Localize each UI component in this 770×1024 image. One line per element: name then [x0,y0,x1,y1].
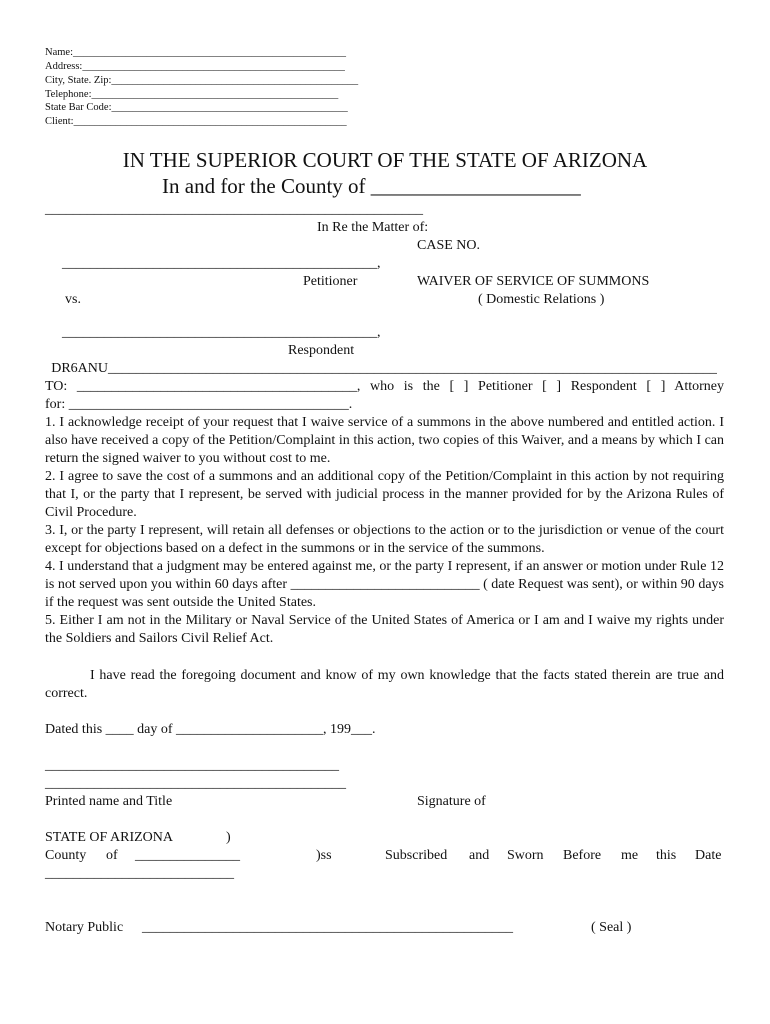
state-paren: ) [226,830,231,845]
notary-public-label: Notary Public [45,920,124,935]
header-client: Client:____________________________________________________ [45,116,347,127]
paragraph-1: 1. I acknowledge receipt of your request that I waive service of a summons in the above numbered and entitled action. I also have received a copy of the Petition/Complaint in this action, two copies of this Waiver, and a means by which I can return the signed waiver to you without cost to me. [45,415,724,466]
seal-label: ( Seal ) [591,920,632,935]
to-line: TO: ________________________________________, who is the [ ] Petitioner [ ] Respondent [ ] Attorney [45,379,724,394]
subscribed-word: Subscribed [385,848,448,863]
header-city: City, State. Zip:_______________________________________________ [45,75,359,86]
paragraph-2: 2. I agree to save the cost of a summons and an additional copy of the Petition/Complaint in this action by not requiring that I, or the party that I represent, be served with judicial process in the manner provided for by the Arizona Rules of Civil Procedure. [45,469,724,520]
county-blank: _______________ [135,848,240,863]
date-word: Date [695,848,722,863]
ss-label: )ss [316,848,332,863]
header-bar-code: State Bar Code:_____________________________________________ [45,102,348,113]
petitioner-line: _____________________________________________, [62,256,381,271]
county-label: County [45,848,87,863]
signature-line-2: ___________________________________________ [45,776,346,791]
and-word: and [469,848,490,863]
versus-label: vs. [65,292,81,307]
form-code-line: _______________________________________________________________________________________DR6ANU [51,361,717,376]
case-no-label: CASE NO. [417,238,481,253]
paragraph-5: 5. Either I am not in the Military or Naval Service of the United States of America or I am and I waive my rights under the Soldiers and Sailors Civil Relief Act. [45,613,724,646]
court-title: IN THE SUPERIOR COURT OF THE STATE OF ARIZONA [122,148,648,172]
county-title: In and for the County of ____________________ [162,174,581,198]
this-word: this [656,848,677,863]
dated-line: Dated this ____ day of _____________________, 199___. [45,722,376,737]
petitioner-label: Petitioner [303,274,358,289]
signature-of-label: Signature of [417,794,486,809]
document-subtitle: ( Domestic Relations ) [478,292,605,307]
in-re-label: In Re the Matter of: [317,220,429,235]
paragraph-3: 3. I, or the party I represent, will retain all defenses or objections to the action or to the jurisdiction or venue of the court except for objections based on a defect in the summons or in the service of the summons. [45,523,724,556]
notary-signature-line: _____________________________________________________ [142,920,513,935]
state-of-arizona: STATE OF ARIZONA [45,830,173,845]
respondent-label: Respondent [288,343,355,358]
sworn-word: Sworn [507,848,544,863]
county-of: of [106,848,118,863]
document-title: WAIVER OF SERVICE OF SUMMONS [417,274,650,289]
for-line: for: ________________________________________. [45,397,353,412]
before-word: Before [563,848,602,863]
printed-name-label: Printed name and Title [45,794,173,809]
respondent-line: _____________________________________________, [62,325,381,340]
header-address: Address:__________________________________________________ [45,61,345,72]
me-word: me [621,848,639,863]
caption-rule: ______________________________________________________ [45,202,423,217]
paragraph-4: 4. I understand that a judgment may be entered against me, or the party I represent, if an answer or motion under Rule 12 is not served upon you within 60 days after ___________________________ ( date Request was sent), or within 90 days if the request was sent outside the United States. [45,559,724,610]
signature-line-1: __________________________________________ [45,758,339,773]
header-name: Name:____________________________________________________ [45,47,346,58]
date-blank: ___________________________ [45,866,234,881]
header-telephone: Telephone:_______________________________________________ [45,89,339,100]
verification-paragraph: I have read the foregoing document and know of my own knowledge that the facts stated therein are true and correct. [45,668,724,701]
